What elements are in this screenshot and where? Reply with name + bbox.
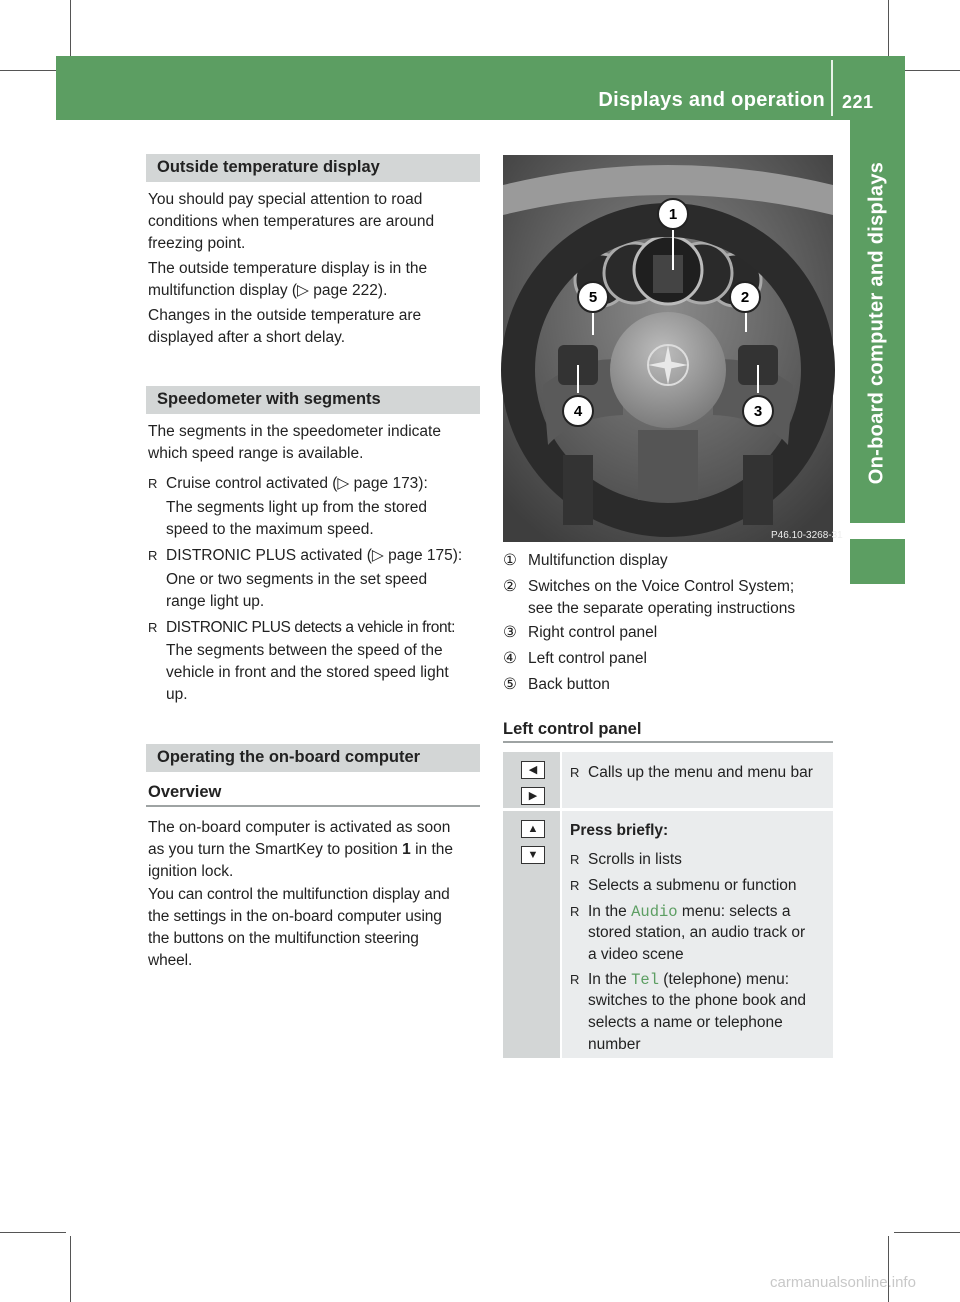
- paragraph: You can control the multifunction display and the settings in the on-board computer using the buttons on the multifunction steering wheel.: [148, 886, 450, 969]
- paragraph: You should pay special attention to road conditions when temperatures are around freezing point.: [148, 191, 435, 252]
- paragraph: switches to the phone book and selects a name or telephone number: [588, 992, 807, 1053]
- paragraph: The segments light up from the stored speed to the maximum speed.: [166, 499, 428, 538]
- paragraph: The segments between the speed of the vehicle in front and the stored speed light up.: [166, 642, 449, 703]
- paragraph: The outside temperature display is in the multifunction display (▷ page 222).: [148, 260, 428, 299]
- paragraph: The on-board computer is activated as soon as you turn the SmartKey to position 1 in the ignition lock.: [148, 819, 454, 880]
- section-heading: Outside temperature display: [146, 154, 480, 182]
- paragraph: One or two segments in the set speed range light up.: [166, 571, 428, 610]
- subheading: Left control panel: [503, 720, 642, 738]
- subheading: Overview: [148, 783, 222, 801]
- section-heading: Operating the on-board computer: [146, 744, 480, 772]
- steering-wheel-photo: [503, 155, 843, 542]
- callout-3: 3: [753, 403, 763, 420]
- crop-mark: [0, 1232, 66, 1233]
- left-arrow-icon: ◀: [521, 761, 545, 779]
- header-divider: [831, 60, 833, 116]
- page-number: 221: [842, 92, 874, 112]
- paragraph: stored station, an audio track or a video scene: [588, 924, 806, 963]
- side-block: [850, 539, 905, 584]
- right-arrow-icon: ▶: [521, 787, 545, 805]
- crop-mark: [70, 1236, 71, 1302]
- paragraph: Changes in the outside temperature are displayed after a short delay.: [148, 307, 422, 346]
- callout-1: 1: [668, 206, 678, 223]
- callout-5: 5: [588, 289, 598, 306]
- press-label: Press briefly:: [570, 822, 669, 839]
- divider: [503, 741, 833, 743]
- section-title: Displays and operation: [598, 89, 825, 111]
- crop-mark: [894, 1232, 960, 1233]
- paragraph: The segments in the speedometer indicate which speed range is available.: [148, 423, 441, 462]
- callout-4: 4: [573, 403, 583, 420]
- divider: [146, 805, 480, 807]
- callout-2: 2: [740, 289, 750, 306]
- watermark: carmanualsonline.info: [770, 1274, 916, 1291]
- figure-code: P46.10-3268-31: [771, 530, 843, 541]
- up-arrow-icon: ▲: [521, 820, 545, 838]
- section-heading: Speedometer with segments: [146, 386, 480, 414]
- side-tab-label: On-board computer and displays: [865, 161, 888, 485]
- down-arrow-icon: ▼: [521, 846, 545, 864]
